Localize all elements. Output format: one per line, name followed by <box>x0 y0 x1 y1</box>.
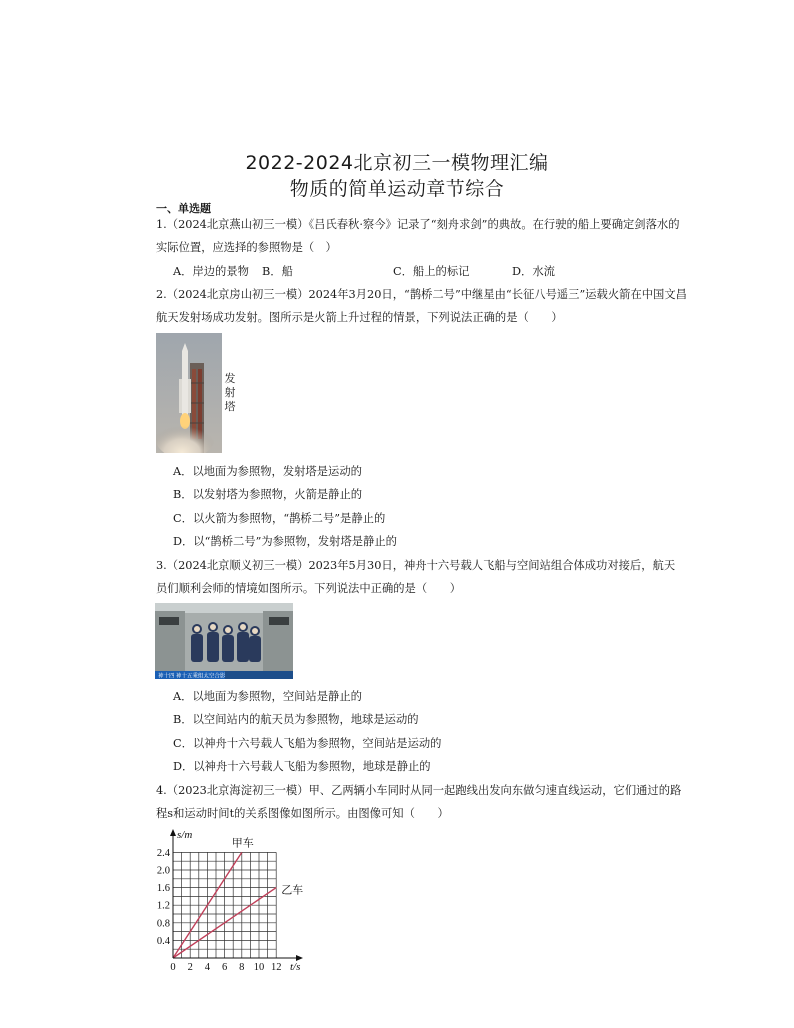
q2-text-line2: 航天发射场成功发射。图所示是火箭上升过程的情景，下列说法正确的是（ ） <box>156 311 563 324</box>
series-label-2: 乙车 <box>281 884 304 897</box>
station-photo-caption: 神十四 神十五乘组太空合影 <box>158 673 226 679</box>
x-tick-label: 8 <box>239 962 245 973</box>
space-station-photo <box>155 603 293 679</box>
q1-text-line1: 1.（2024北京燕山初三一模）《吕氏春秋·察今》记录了“刻舟求剑”的典故。在行驶的船上要确定剑落水的 <box>156 218 680 231</box>
q2-option-c: C．以火箭为参照物，“鹊桥二号”是静止的 <box>173 512 386 525</box>
series-label-1: 甲车 <box>231 837 254 850</box>
x-tick-label: 10 <box>253 962 265 973</box>
y-tick-label: 0.4 <box>156 935 170 947</box>
q2-option-a: A．以地面为参照物，发射塔是运动的 <box>173 465 362 478</box>
q1-option-a: A．岸边的景物 <box>173 265 249 278</box>
q3-option-b: B．以空间站内的航天员为参照物，地球是运动的 <box>173 713 419 726</box>
q1-option-b: B．船 <box>262 265 293 278</box>
q1-text-line2: 实际位置，应选择的参照物是（ ） <box>156 241 337 254</box>
launch-tower-label <box>223 372 237 414</box>
y-tick-label: 2.0 <box>156 865 170 877</box>
x-tick-label: 12 <box>270 962 282 973</box>
q4-text-line2: 程s和运动时间t的关系图像如图所示。由图像可知（ ） <box>156 807 449 820</box>
page-title-line2: 物质的简单运动章节综合 <box>289 178 505 200</box>
q3-option-a: A．以地面为参照物，空间站是静止的 <box>173 690 362 703</box>
q3-option-c: C．以神舟十六号载人飞船为参照物，空间站是运动的 <box>173 737 442 750</box>
graph-labels <box>157 829 303 973</box>
page-title-line1: 2022-2024北京初三一模物理汇编 <box>245 152 549 174</box>
y-tick-label: 0.8 <box>156 918 170 930</box>
y-axis-label: s/m <box>177 829 193 841</box>
y-tick-label: 2.4 <box>156 847 170 859</box>
y-tick-label: 1.2 <box>156 900 170 912</box>
tower-label-char1: 发 <box>224 372 236 385</box>
section-heading: 一、单选题 <box>156 202 211 215</box>
q3-option-d: D．以神舟十六号载人飞船为参照物，地球是静止的 <box>173 760 431 773</box>
tower-label-char3: 塔 <box>224 400 236 413</box>
tower-label-char2: 射 <box>224 386 236 399</box>
distance-time-graph <box>150 826 315 976</box>
graph-grid <box>173 852 276 958</box>
q2-option-d: D．以“鹊桥二号”为参照物，发射塔是静止的 <box>173 535 397 548</box>
x-tick-label: 6 <box>221 962 228 973</box>
x-tick-label: 2 <box>187 962 193 973</box>
q4-text-line1: 4.（2023北京海淀初三一模）甲、乙两辆小车同时从同一起跑线出发向东做匀速直线运动，它们通过的路 <box>156 784 682 797</box>
y-axis-arrow <box>170 829 176 836</box>
q1-option-d: D．水流 <box>512 265 555 278</box>
q3-text-line1: 3.（2024北京顺义初三一模）2023年5月30日，神舟十六号载人飞船与空间站组合体成功对接后，航天 <box>156 559 676 572</box>
q1-option-c: C．船上的标记 <box>393 265 470 278</box>
x-tick-label: 0 <box>170 962 176 973</box>
x-tick-label: 4 <box>204 962 211 973</box>
y-tick-label: 1.6 <box>156 883 170 895</box>
q3-text-line2: 员们顺利会师的情境如图所示。下列说法中正确的是（ ） <box>156 582 462 595</box>
q2-text-line1: 2.（2024北京房山初三一模）2024年3月20日，“鹊桥二号”中继星由“长征八号遥三”运载火箭在中国文昌 <box>156 288 687 301</box>
rocket-launch-photo <box>156 333 222 453</box>
q2-option-b: B．以发射塔为参照物，火箭是静止的 <box>173 488 363 501</box>
x-axis-label: t/s <box>290 961 301 973</box>
